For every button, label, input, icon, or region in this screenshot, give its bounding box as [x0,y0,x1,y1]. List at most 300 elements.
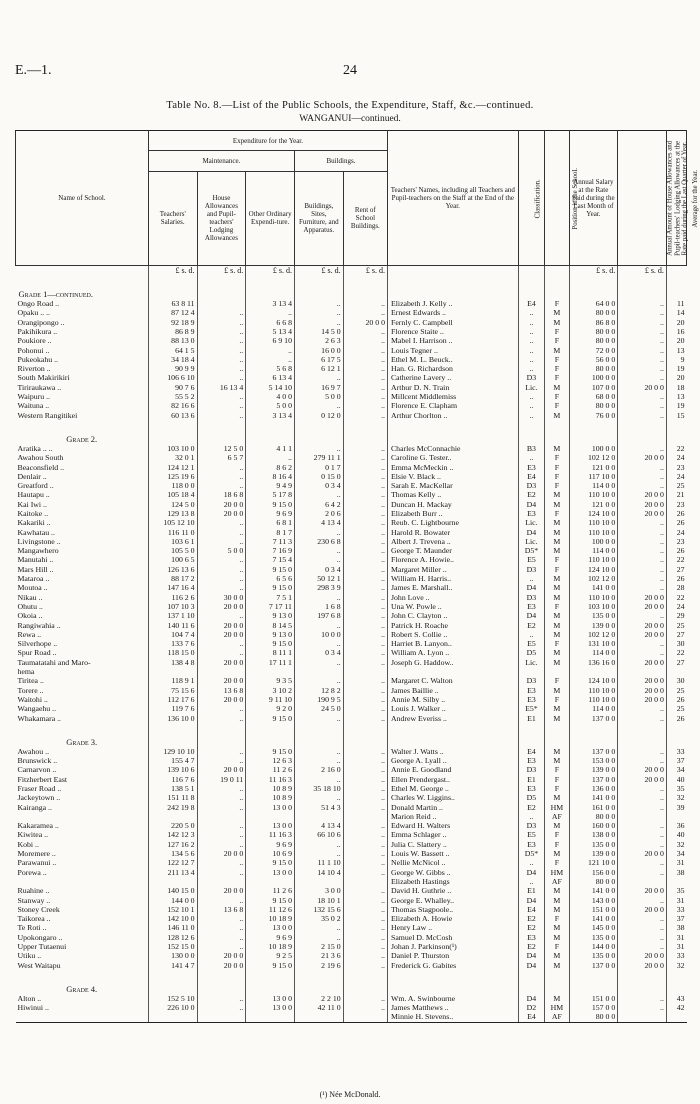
empty-cell [518,970,545,994]
cell-bld: .. [294,309,343,318]
cell-cls: E3 [518,933,545,942]
unit-label: £ s. d. [569,266,618,276]
cell-bld: 4 13 4 [294,519,343,528]
cell-lodg [197,667,246,676]
cell-pos: M [545,896,569,905]
cell-bld [294,812,343,821]
cell-name: Pakihikura .. [17,327,58,336]
cell-teacher: Harriet B. Lanyon.. [387,640,518,649]
cell-ann: 100 0 0 [569,374,618,383]
cell-lodg: 20 0 0 [197,509,246,518]
cell-ann: 110 10 0 [569,695,618,704]
col-maintenance: Maintenance. [148,151,294,171]
cell-oth: 4 0 0 [246,392,295,401]
cell-sal: 105 5 0 [148,547,197,556]
cell-teacher: Henry Law .. [387,924,518,933]
cell-rent: .. [343,565,387,574]
cell-avg: 20 [666,374,686,383]
cell-teacher: Elizabeth Hastings [387,877,518,886]
empty-cell [545,420,569,444]
table-row [16,630,687,639]
cell-avg: 19 [666,365,686,374]
cell-name: Waipuru .. [17,392,51,402]
cell-teacher: Walter J. Watts .. [387,747,518,756]
cell-bld: 50 12 1 [294,575,343,584]
cell-sal: 103 6 1 [148,537,197,546]
cell-lod2: 20 0 0 [618,766,667,775]
cell-lodg: .. [197,374,246,383]
cell-rent: .. [343,757,387,766]
cell-lod2: .. [618,868,667,877]
cell-bld: .. [294,528,343,537]
cell-pos: M [545,612,569,621]
cell-lodg: .. [197,612,246,621]
cell-pos: M [545,686,569,695]
cell-sal: 129 13 8 [148,509,197,518]
cell-name: Rewa .. [17,630,42,639]
cell-bld: 0 3 4 [294,482,343,491]
cell-pos: F [545,472,569,481]
cell-rent: .. [343,346,387,355]
empty-cell [518,723,545,747]
cell-lod2: 20 0 0 [618,775,667,784]
cell-bld: 0 3 4 [294,649,343,658]
cell-oth: 11 16 3 [246,831,295,840]
cell-oth: 11 16 3 [246,775,295,784]
cell-avg: 33 [666,952,686,961]
cell-rent: .. [343,994,387,1003]
cell-pos: M [545,547,569,556]
cell-ann: 110 10 0 [569,519,618,528]
cell-ann: 76 0 0 [569,411,618,420]
cell-oth: 7 16 9 [246,547,295,556]
cell-avg [666,667,686,676]
cell-lodg: 13 6 8 [197,686,246,695]
empty-cell [666,276,686,300]
cell-bld: 11 1 10 [294,859,343,868]
cell-lod2: .. [618,327,667,336]
cell-ann: 114 0 0 [569,705,618,714]
cell-rent [343,877,387,886]
cell-bld: .. [294,444,343,453]
cell-name: Kobi .. [17,840,39,849]
grade-heading-row [16,723,687,747]
table-row [16,887,687,896]
cell-lod2: .. [618,392,667,401]
empty-cell [569,276,618,300]
cell-lod2: .. [618,411,667,420]
cell-lodg: .. [197,472,246,481]
cell-oth: 11 2 6 [246,766,295,775]
cell-cls: E1 [518,714,545,723]
cell-pos: M [545,346,569,355]
cell-ann: 139 0 0 [569,766,618,775]
cell-bld: .. [294,640,343,649]
empty-cell [618,420,667,444]
cell-lodg: .. [197,309,246,318]
cell-ann: 68 0 0 [569,392,618,401]
cell-pos: AF [545,812,569,821]
col-position: Position in the School. [545,131,569,266]
cell-lodg: .. [197,318,246,327]
unit-label: £ s. d. [343,266,387,276]
cell-ann: 156 0 0 [569,868,618,877]
cell-teacher: Nellie McNicol .. [387,859,518,868]
cell-name: Moremere .. [17,849,56,859]
cell-sal: 122 12 7 [148,859,197,868]
cell-avg: 23 [666,500,686,509]
cell-avg: 32 [666,840,686,849]
cell-pos: M [545,794,569,803]
cell-sal: 107 10 3 [148,602,197,611]
cell-avg: 30 [666,677,686,686]
cell-name: Kai Iwi .. [17,500,47,509]
cell-bld: 3 0 0 [294,887,343,896]
cell-pos: M [545,924,569,933]
cell-cls: .. [518,365,545,374]
cell-rent: .. [343,444,387,453]
cell-name: Rangiwahia .. [17,621,61,630]
cell-pos: F [545,859,569,868]
cell-lodg: 30 0 0 [197,593,246,602]
cell-cls: D3 [518,593,545,602]
cell-lodg: .. [197,924,246,933]
cell-ann: 137 0 0 [569,961,618,970]
cell-sal: 152 15 0 [148,943,197,952]
cell-oth: 6 5 6 [246,575,295,584]
cell-lod2 [618,667,667,676]
cell-pos: F [545,602,569,611]
cell-rent: .. [343,803,387,812]
cell-name: Stanway .. [17,896,51,905]
empty-cell [518,276,545,300]
table-row [16,747,687,756]
cell-pos: M [545,528,569,537]
cell-lod2: 20 0 0 [618,658,667,667]
table-row [16,812,687,821]
empty-cell [343,420,387,444]
cell-lodg [197,300,246,309]
cell-name: Carnarvon .. [17,765,57,775]
cell-name: Te Roti .. [17,923,47,933]
cell-sal: 141 4 7 [148,961,197,970]
table-row [16,896,687,905]
cell-sal: 151 11 8 [148,794,197,803]
cell-cls: .. [518,327,545,336]
cell-lodg: .. [197,365,246,374]
cell-rent: .. [343,695,387,704]
table-row [16,346,687,355]
cell-lod2: .. [618,309,667,318]
cell-sal: 136 10 0 [148,714,197,723]
cell-pos: M [545,630,569,639]
table-row [16,658,687,667]
cell-teacher: William A. Lyon .. [387,649,518,658]
cell-lodg: .. [197,933,246,942]
cell-pos: M [545,757,569,766]
cell-avg [666,877,686,886]
cell-ann: 135 0 0 [569,933,618,942]
cell-cls: .. [518,318,545,327]
cell-avg: 23 [666,463,686,472]
cell-teacher: Fernly C. Campbell [387,318,518,327]
table-row [16,444,687,453]
cell-cls: E4 [518,472,545,481]
cell-ann: 80 0 0 [569,309,618,318]
cell-avg: 26 [666,547,686,556]
cell-rent: .. [343,775,387,784]
cell-avg: 42 [666,1004,686,1013]
cell-avg: 35 [666,784,686,793]
table-row [16,1004,687,1013]
cell-sal: 144 0 0 [148,896,197,905]
cell-lodg: .. [197,822,246,831]
table-row [16,374,687,383]
table-row [16,528,687,537]
cell-rent: .. [343,784,387,793]
empty-cell [197,420,246,444]
cell-rent: .. [343,383,387,392]
table-row [16,593,687,602]
cell-rent: .. [343,327,387,336]
cell-cls: E3 [518,695,545,704]
cell-ann: 135 0 0 [569,952,618,961]
cell-bld: .. [294,677,343,686]
cell-pos: M [545,575,569,584]
cell-teacher: Mabel I. Harrison .. [387,337,518,346]
cell-rent: .. [343,392,387,401]
cell-rent: .. [343,705,387,714]
cell-teacher: David H. Guthrie .. [387,887,518,896]
cell-rent: .. [343,747,387,756]
cell-teacher: Robert S. Collie .. [387,630,518,639]
cell-lod2 [618,1013,667,1022]
col-average: Average for the Year. [666,131,686,266]
cell-cls [518,667,545,676]
cell-bld: .. [294,747,343,756]
cell-lod2 [618,877,667,886]
empty-cell [387,970,518,994]
cell-avg: 26 [666,509,686,518]
cell-bld: .. [294,300,343,309]
empty-cell [343,276,387,300]
cell-pos: M [545,500,569,509]
cell-lod2: .. [618,556,667,565]
cell-bld: .. [294,933,343,942]
cell-avg: 25 [666,482,686,491]
cell-rent: .. [343,519,387,528]
cell-oth: 13 0 0 [246,803,295,812]
cell-name: Nikau .. [17,593,43,602]
cell-rent: .. [343,593,387,602]
table-subtitle: WANGANUI—continued. [299,114,401,124]
cell-cls: .. [518,337,545,346]
cell-oth: 6 13 4 [246,374,295,383]
cell-pos: M [545,537,569,546]
cell-bld: .. [294,714,343,723]
cell-rent: .. [343,686,387,695]
table-row [16,905,687,914]
cell-lod2: .. [618,584,667,593]
cell-ann: 151 0 0 [569,994,618,1003]
cell-lodg [197,812,246,821]
empty-cell [569,723,618,747]
cell-sal: 100 6 5 [148,556,197,565]
cell-oth: 10 8 9 [246,784,295,793]
cell-ann: 124 10 0 [569,565,618,574]
table-row [16,859,687,868]
cell-avg: 26 [666,519,686,528]
cell-ann: 141 0 0 [569,887,618,896]
cell-lodg: 20 0 0 [197,961,246,970]
cell-rent: .. [343,640,387,649]
cell-cls: Lic. [518,383,545,392]
cell-cls: Lic. [518,658,545,667]
cell-bld: 0 15 0 [294,472,343,481]
table-row [16,766,687,775]
cell-pos: HM [545,868,569,877]
cell-rent: .. [343,602,387,611]
cell-ann [569,667,618,676]
cell-bld: 10 0 0 [294,630,343,639]
cell-teacher: James Matthews .. [387,1004,518,1013]
cell-sal: 90 9 9 [148,365,197,374]
cell-teacher: Reub. C. Lightbourne [387,519,518,528]
cell-name: Fraser Road .. [17,784,62,793]
cell-name: Waituna .. [17,401,50,411]
cell-bld: 24 5 0 [294,705,343,714]
cell-lod2: 20 0 0 [618,961,667,970]
cell-lodg: .. [197,649,246,658]
cell-avg: 22 [666,649,686,658]
cell-lodg: 20 0 0 [197,677,246,686]
grade-heading: Grade 3. [66,737,98,748]
col-rent: Rent of School Buildings. [343,171,387,265]
cell-sal [148,667,197,676]
col-classification: Classification. [518,131,545,266]
cell-bld: .. [294,840,343,849]
cell-pos: F [545,766,569,775]
empty-cell [387,723,518,747]
cell-lod2: 20 0 0 [618,630,667,639]
cell-name: Kaitoke .. [17,509,49,518]
empty-cell [246,420,295,444]
cell-pos: F [545,677,569,686]
col-name-of-school: Name of School. [16,131,149,266]
cell-lodg: .. [197,868,246,877]
cell-lod2: .. [618,747,667,756]
table-row [16,509,687,518]
cell-cls: E4 [518,300,545,309]
cell-lodg: .. [197,705,246,714]
cell-teacher: Patrick H. Roache [387,621,518,630]
cell-oth: 9 2 0 [246,705,295,714]
cell-pos: F [545,775,569,784]
table-row [16,831,687,840]
cell-name: Pohonui .. [17,345,50,355]
cell-lod2: 20 0 0 [618,454,667,463]
cell-avg: 23 [666,537,686,546]
cell-sal: 127 16 2 [148,840,197,849]
cell-ann: 124 10 0 [569,677,618,686]
cell-oth: 9 15 0 [246,584,295,593]
cell-cls: E2 [518,803,545,812]
cell-lodg: .. [197,831,246,840]
cell-pos: F [545,695,569,704]
table-row [16,454,687,463]
cell-bld: 2 2 10 [294,994,343,1003]
cell-ann: 153 0 0 [569,757,618,766]
cell-cls: D4 [518,952,545,961]
empty-cell [666,420,686,444]
table-row [16,952,687,961]
cell-lodg: .. [197,346,246,355]
table-header [16,131,699,266]
cell-sal: 34 18 4 [148,355,197,364]
cell-bld: .. [294,924,343,933]
cell-lodg: .. [197,565,246,574]
cell-lodg: .. [197,640,246,649]
cell-cls: D3 [518,482,545,491]
cell-rent: .. [343,472,387,481]
cell-rent: .. [343,961,387,970]
cell-sal: 63 8 11 [148,300,197,309]
cell-bld: 2 6 3 [294,337,343,346]
cell-avg: 25 [666,705,686,714]
cell-sal: 118 0 0 [148,482,197,491]
table-row [16,547,687,556]
cell-pos: M [545,933,569,942]
cell-cls: D4 [518,528,545,537]
cell-rent [343,1013,387,1022]
cell-name: Manutahi .. [17,555,54,565]
cell-pos: M [545,714,569,723]
cell-sal: 125 19 6 [148,472,197,481]
cell-lodg: .. [197,794,246,803]
cell-pos: M [545,905,569,914]
cell-lod2: 20 0 0 [618,952,667,961]
cell-name [16,877,149,886]
cell-pos: F [545,509,569,518]
cell-avg: 28 [666,584,686,593]
cell-bld: 12 8 2 [294,686,343,695]
cell-avg: 31 [666,933,686,942]
empty-cell [569,970,618,994]
cell-lod2: 20 0 0 [618,905,667,914]
cell-ann: 139 0 0 [569,621,618,630]
table-row [16,877,687,886]
table-row [16,575,687,584]
cell-cls: .. [518,355,545,364]
table-row [16,392,687,401]
col-annual-salary: Annual Salary at the Rate paid during the Last Month of Year. [569,131,618,266]
cell-bld: .. [294,491,343,500]
cell-rent: .. [343,309,387,318]
cell-rent [343,812,387,821]
cell-bld: 2 19 6 [294,961,343,970]
cell-ann: 137 0 0 [569,775,618,784]
cell-teacher: Caroline G. Tester.. [387,454,518,463]
cell-name: Beaconsfield .. [17,462,65,472]
cell-oth: 3 13 4 [246,300,295,309]
cell-rent: .. [343,463,387,472]
cell-bld: 14 10 4 [294,868,343,877]
cell-avg: 36 [666,822,686,831]
empty-cell [569,420,618,444]
cell-lod2: .. [618,822,667,831]
cell-ann: 100 0 0 [569,537,618,546]
cell-rent: .. [343,714,387,723]
